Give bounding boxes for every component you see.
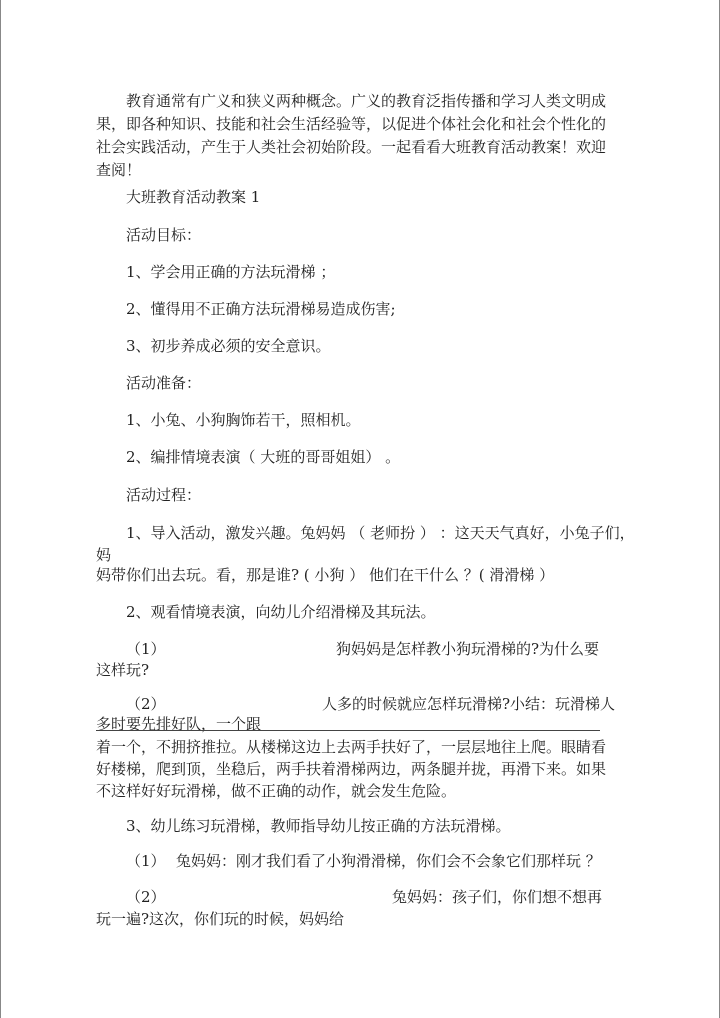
- intro-line: 社会实践活动，产生于人类社会初始阶段。一起看看大班教育活动教案！欢迎: [96, 138, 607, 156]
- step2-q2-number: （2）: [126, 695, 166, 713]
- intro-line: 果，即各种知识、技能和社会生活经验等，以促进个体社会化和社会个性化的: [96, 115, 607, 133]
- step1-line: 妈带你们出去玩。看，那是谁? ( 小狗 ） 他们在干什么 ？( 滑滑梯 ）: [96, 566, 555, 584]
- step2-q2-continuation: 多时要先排好队，一个跟: [96, 715, 262, 733]
- section-divider: [96, 730, 600, 731]
- intro-line: 查阅！: [96, 161, 142, 179]
- intro-line: 教育通常有广义和狭义两种概念。广义的教育泛指传播和学习人类文明成: [126, 92, 607, 110]
- process-heading: 活动过程：: [126, 486, 202, 504]
- prep-item: 2、编排情境表演（ 大班的哥哥姐姐） 。: [126, 448, 401, 466]
- step2-q1-number: （1）: [126, 640, 166, 658]
- step3-q2-number: （2）: [126, 888, 166, 906]
- goal-item: 2、懂得用不正确方法玩滑梯易造成伤害;: [126, 300, 396, 318]
- step3-q1-number: （1）: [126, 852, 166, 870]
- goals-heading: 活动目标：: [126, 226, 202, 244]
- step1-line: 1、导入活动，激发兴趣。兔妈妈 （ 老师扮 ） ：这天天气真好，小兔子们，: [126, 524, 635, 542]
- step2-q1-text: 狗妈妈是怎样教小狗玩滑梯的?为什么要: [336, 640, 600, 658]
- step2-q2-continuation: 好楼梯，爬到顶，坐稳后，两手扶着滑梯两边，两条腿并拢，再滑下来。如果: [96, 760, 607, 778]
- prep-item: 1、小兔、小狗胸饰若干，照相机。: [126, 411, 361, 429]
- step2-q2-continuation: 不这样好好玩滑梯，做不正确的动作，就会发生危险。: [96, 782, 457, 800]
- step2-q2-continuation: 着一个，不拥挤推拉。从楼梯这边上去两手扶好了，一层层地往上爬。眼睛看: [96, 738, 607, 756]
- step2-q2-text: 人多的时候就应怎样玩滑梯?小结：玩滑梯人: [322, 695, 616, 713]
- step3-line: 3、幼儿练习玩滑梯，教师指导幼儿按正确的方法玩滑梯。: [126, 817, 511, 835]
- step2-line: 2、观看情境表演，向幼儿介绍滑梯及其玩法。: [126, 603, 436, 621]
- step3-q2-continuation: 玩一遍?这次，你们玩的时候，妈妈给: [96, 910, 345, 928]
- step2-q1-continuation: 这样玩?: [96, 661, 150, 679]
- goal-item: 3、初步养成必须的安全意识。: [126, 337, 331, 355]
- step3-q1-text: 兔妈妈：刚才我们看了小狗滑滑梯，你们会不会象它们那样玩 ？: [176, 852, 601, 870]
- page-edge-left: [0, 0, 1, 1018]
- step3-q2-text: 兔妈妈：孩子们，你们想不想再: [392, 888, 603, 906]
- step1-line: 妈: [96, 546, 112, 564]
- goal-item: 1、学会用正确的方法玩滑梯 ；: [126, 263, 336, 281]
- prep-heading: 活动准备：: [126, 374, 202, 392]
- document-title: 大班教育活动教案 1: [126, 188, 261, 206]
